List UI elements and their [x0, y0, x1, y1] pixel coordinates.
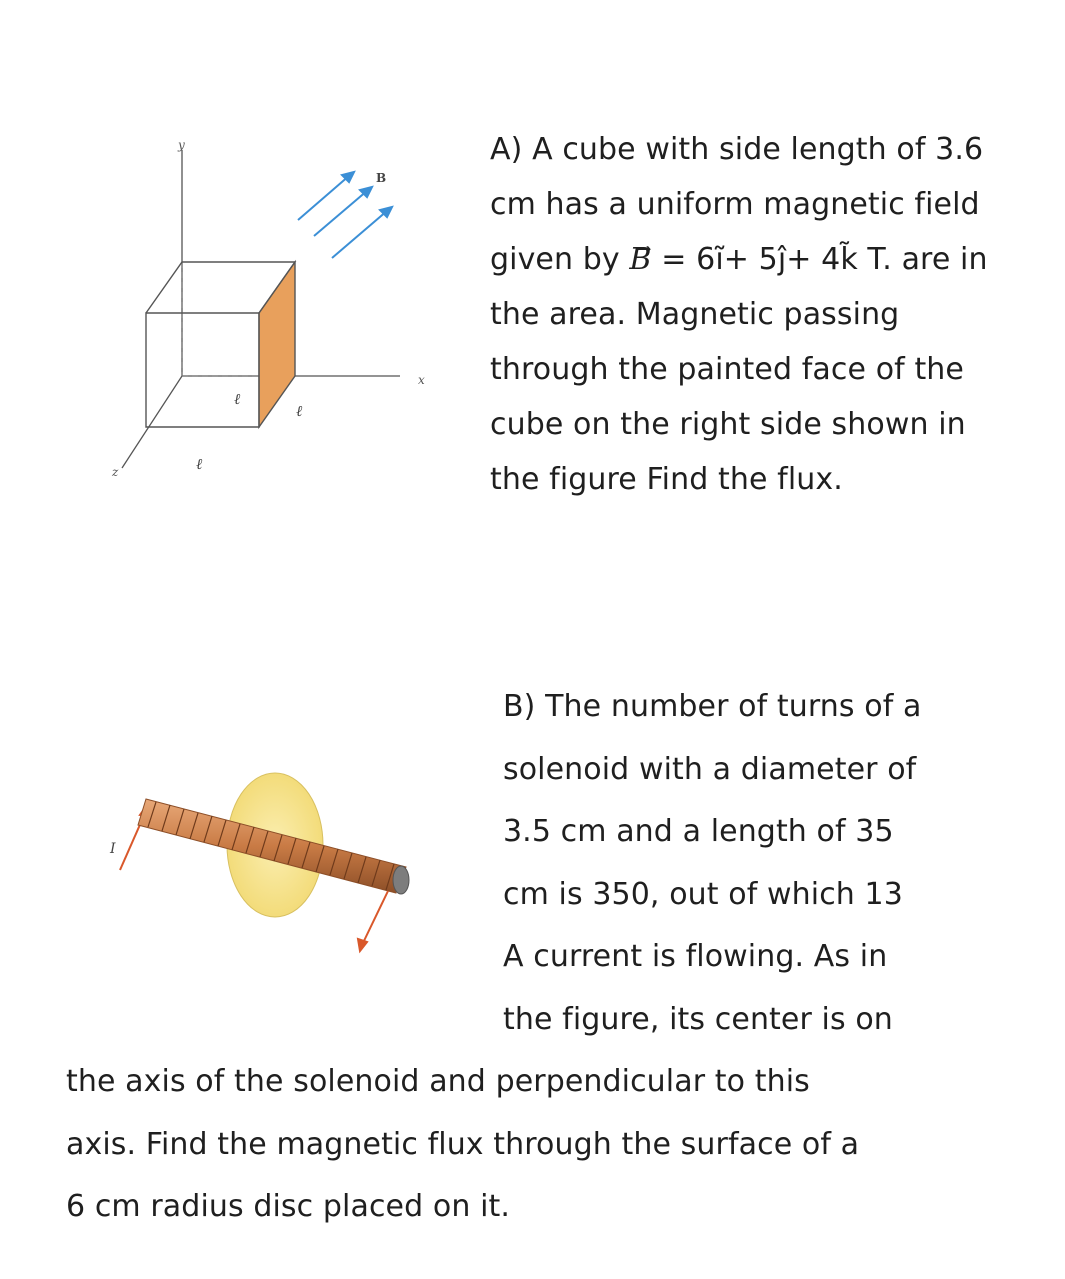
problem-b-continuation	[66, 1056, 1026, 1244]
x-axis-label: x	[418, 373, 425, 387]
solenoid-figure	[100, 745, 430, 960]
field-symbol: B	[629, 242, 652, 277]
problem-a-text	[490, 126, 1020, 511]
y-axis-label: y	[178, 138, 185, 152]
solenoid-diagram	[100, 745, 430, 960]
problem-b-continuation-line: 6 cm radius disc placed on it.	[66, 1189, 511, 1224]
problem-a-line: the figure Find the flux.	[490, 462, 843, 497]
problem-b-text	[503, 681, 1043, 1056]
z-axis-label: z	[112, 465, 119, 479]
field-line-prefix: given by	[490, 242, 630, 277]
cube-front-face	[146, 313, 259, 427]
problem-b-line: A current is flowing. As in	[503, 939, 888, 974]
problem-b-continuation-line: axis. Find the magnetic flux through the surface of a	[66, 1126, 860, 1162]
problem-b-line: solenoid with a diameter of	[503, 751, 917, 787]
problem-b-line: cm is 350, out of which 13	[503, 876, 903, 912]
cube-diagram	[100, 130, 440, 490]
problem-b-line: the figure, its center is on	[503, 1001, 893, 1037]
problem-a-field-line	[490, 236, 1020, 291]
problem-a-line: the area. Magnetic passing	[490, 297, 900, 332]
problem-b-line: 3.5 cm and a length of 35	[503, 814, 894, 849]
field-label: B	[376, 171, 387, 185]
edge-label-bottom: ℓ	[196, 455, 203, 473]
current-lead-right	[358, 891, 388, 951]
field-equation: = 6ĩ+ 5ĵ+ 4k̃ T. are in	[651, 242, 988, 277]
edge-label-face: ℓ	[296, 402, 303, 420]
problem-a-line: through the painted face of the	[490, 352, 964, 387]
z-axis	[122, 376, 182, 468]
problem-a-line: cm has a uniform magnetic field	[490, 187, 980, 222]
problem-a-line: cube on the right side shown in	[490, 407, 966, 442]
cube-figure	[100, 130, 440, 490]
edge-label-inner: ℓ	[234, 390, 241, 408]
problem-b-line: B) The number of turns of a	[503, 689, 922, 724]
problem-a-line: A) A cube with side length of 3.6	[490, 132, 984, 167]
current-label: I	[110, 841, 116, 857]
problem-b-continuation-line: the axis of the solenoid and perpendicular to this	[66, 1064, 810, 1099]
solenoid-end-cap	[393, 866, 409, 894]
